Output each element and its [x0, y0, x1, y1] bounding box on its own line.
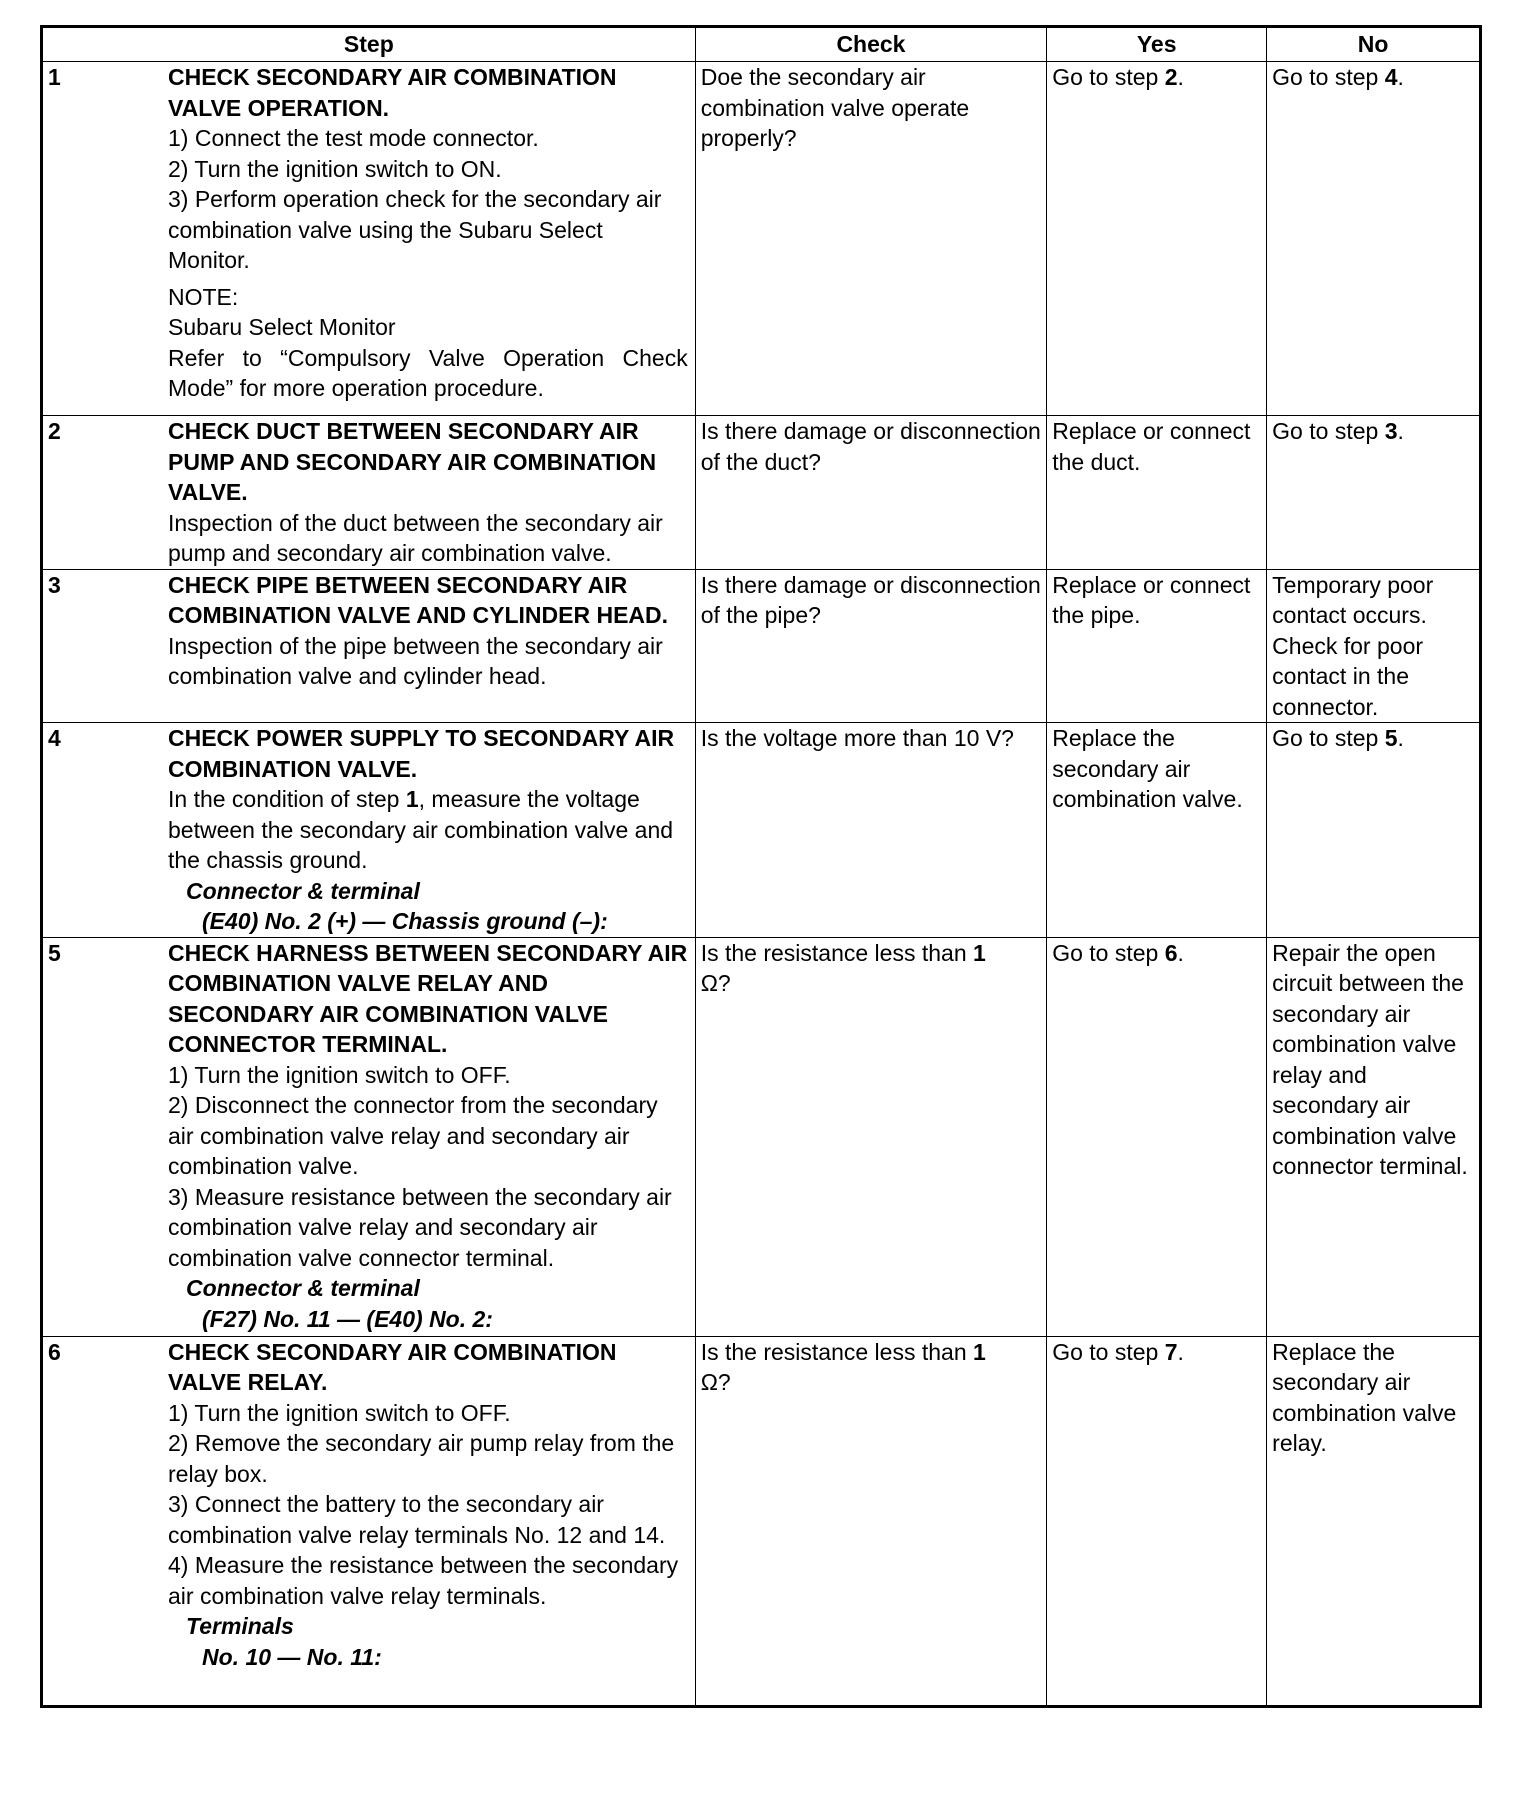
step-title: CHECK DUCT BETWEEN SECONDARY AIR PUMP AND SECONDARY AIR COMBINATION VALVE.	[168, 418, 657, 505]
terminals-value: No. 10 — No. 11:	[202, 1643, 382, 1670]
yes-text: Replace or connect the duct.	[1052, 418, 1251, 475]
check-question: Doe the secondary air combination valve operate properly?	[700, 64, 970, 151]
no-text: Replace the secondary air combination valve relay.	[1272, 1338, 1457, 1456]
step-number: 4	[48, 725, 61, 751]
step-number: 6	[48, 1338, 61, 1365]
no-cell	[1267, 937, 1481, 1336]
no-text: Go to step	[1272, 64, 1385, 90]
note-text: Subaru Select Monitor	[168, 314, 396, 340]
diagnostic-table	[40, 25, 1482, 1708]
step-cell	[42, 723, 696, 938]
no-text: Repair the open circuit between the secondary air combination valve relay and secondary air combination valve connector terminal.	[1272, 939, 1468, 1179]
step-instruction: 2) Turn the ignition switch to ON.	[168, 155, 502, 182]
step-instruction: 2) Remove the secondary air pump relay from the relay box.	[168, 1430, 675, 1487]
table-row-step-4	[42, 723, 1481, 938]
note-text: Refer to “Compulsory Valve Operation Check Mode” for more operation procedure.	[168, 344, 688, 401]
table-row-step-1	[42, 62, 1481, 416]
check-cell	[695, 937, 1047, 1336]
step-title: CHECK SECONDARY AIR COMBINATION VALVE OPERATION.	[168, 64, 617, 121]
step-instruction: 1) Connect the test mode connector.	[168, 125, 539, 151]
step-number: 2	[48, 418, 61, 444]
connector-terminal-label: Connector & terminal	[186, 877, 420, 904]
no-step-ref: 5	[1384, 725, 1398, 751]
step-instruction: Inspection of the duct between the secondary air pump and secondary air combination valve.	[168, 509, 663, 566]
yes-cell	[1047, 62, 1267, 416]
no-text-end: .	[1397, 725, 1404, 751]
yes-step-ref: 2	[1164, 64, 1178, 90]
yes-text: Go to step	[1052, 939, 1165, 966]
yes-cell	[1047, 937, 1267, 1336]
step-instruction: In the condition of step 1, measure the voltage between the secondary air combination valve and the chassis ground.	[168, 786, 674, 873]
yes-text: Go to step	[1052, 1338, 1165, 1365]
table-row-step-5	[42, 937, 1481, 1336]
no-step-ref: 3	[1384, 418, 1398, 444]
no-cell	[1267, 1336, 1481, 1706]
check-question: Is there damage or disconnection of the pipe?	[700, 571, 1041, 628]
header-yes: Yes	[1047, 27, 1267, 62]
check-question: Is the voltage more than 10 V?	[700, 725, 1014, 751]
no-text: Go to step	[1272, 418, 1385, 444]
yes-text-end: .	[1177, 1338, 1184, 1365]
step-number: 3	[48, 571, 61, 598]
step-instruction: Inspection of the pipe between the secondary air combination valve and cylinder head.	[168, 632, 663, 689]
check-cell	[695, 569, 1047, 723]
yes-cell	[1047, 569, 1267, 723]
no-cell	[1267, 62, 1481, 416]
no-cell	[1267, 569, 1481, 723]
check-question: Is there damage or disconnection of the duct?	[700, 418, 1041, 475]
step-cell	[42, 569, 696, 723]
yes-cell	[1047, 723, 1267, 938]
no-text: Go to step	[1272, 725, 1385, 751]
table-row-step-2	[42, 416, 1481, 570]
check-cell	[695, 416, 1047, 570]
step-title: CHECK PIPE BETWEEN SECONDARY AIR COMBINATION VALVE AND CYLINDER HEAD.	[168, 571, 669, 628]
step-instruction: 3) Measure resistance between the secondary air combination valve relay and secondary air combination valve connector terminal.	[168, 1183, 672, 1271]
step-cell	[42, 1336, 696, 1706]
table-row-step-6	[42, 1336, 1481, 1706]
connector-terminal-value: (E40) No. 2 (+) — Chassis ground (–):	[202, 908, 608, 934]
check-unit: Ω?	[700, 1369, 731, 1395]
check-cell	[695, 1336, 1047, 1706]
check-question: Is the resistance less than	[700, 1338, 974, 1365]
step-instruction: 3) Perform operation check for the secondary air combination valve using the Subaru Select Monitor.	[168, 186, 662, 273]
header-check: Check	[695, 27, 1047, 62]
no-cell	[1267, 723, 1481, 938]
no-cell	[1267, 416, 1481, 570]
diagnostic-procedure-document	[40, 25, 1482, 1708]
step-cell	[42, 416, 696, 570]
check-unit: Ω?	[700, 970, 731, 996]
step-instruction: 1) Turn the ignition switch to OFF.	[168, 1399, 511, 1426]
check-question: Is the resistance less than	[700, 939, 974, 966]
step-title: CHECK SECONDARY AIR COMBINATION VALVE RELAY.	[168, 1338, 617, 1395]
step-number: 5	[48, 939, 61, 966]
step-instruction: 4) Measure the resistance between the secondary air combination valve relay terminals.	[168, 1552, 679, 1609]
connector-terminal-label: Connector & terminal	[186, 1275, 420, 1301]
yes-text: Go to step	[1052, 64, 1165, 90]
step-number: 1	[48, 64, 61, 90]
table-header-row	[42, 27, 1481, 62]
check-threshold: 1	[973, 939, 986, 966]
yes-step-ref: 6	[1164, 939, 1178, 966]
step-ref: 1	[405, 786, 419, 812]
step-instruction: 1) Turn the ignition switch to OFF.	[168, 1061, 511, 1088]
step-instruction: 2) Disconnect the connector from the secondary air combination valve relay and secondary air combination valve.	[168, 1092, 658, 1179]
no-step-ref: 4	[1384, 64, 1398, 90]
check-cell	[695, 62, 1047, 416]
yes-text: Replace the secondary air combination valve.	[1052, 725, 1243, 812]
connector-terminal-value: (F27) No. 11 — (E40) No. 2:	[202, 1305, 493, 1332]
header-step: Step	[42, 27, 696, 62]
yes-text-end: .	[1177, 64, 1184, 90]
step-title: CHECK HARNESS BETWEEN SECONDARY AIR COMBINATION VALVE RELAY AND SECONDARY AIR COMBINATION VALVE CONNECTOR TERMINAL.	[168, 939, 688, 1057]
check-threshold: 1	[973, 1338, 986, 1365]
yes-step-ref: 7	[1164, 1338, 1178, 1365]
step-cell	[42, 937, 696, 1336]
check-cell	[695, 723, 1047, 938]
yes-text: Replace or connect the pipe.	[1052, 571, 1251, 628]
yes-cell	[1047, 1336, 1267, 1706]
terminals-label: Terminals	[186, 1613, 294, 1639]
no-text: Temporary poor contact occurs. Check for poor contact in the connector.	[1272, 571, 1434, 720]
yes-text-end: .	[1177, 939, 1184, 966]
step-title: CHECK POWER SUPPLY TO SECONDARY AIR COMBINATION VALVE.	[168, 725, 675, 782]
yes-cell	[1047, 416, 1267, 570]
step-cell	[42, 62, 696, 416]
step-instruction: 3) Connect the battery to the secondary air combination valve relay terminals No. 12 and 14.	[168, 1491, 666, 1548]
no-text-end: .	[1397, 64, 1404, 90]
no-text-end: .	[1397, 418, 1404, 444]
header-no: No	[1267, 27, 1481, 62]
table-row-step-3	[42, 569, 1481, 723]
note-label: NOTE:	[168, 283, 239, 310]
